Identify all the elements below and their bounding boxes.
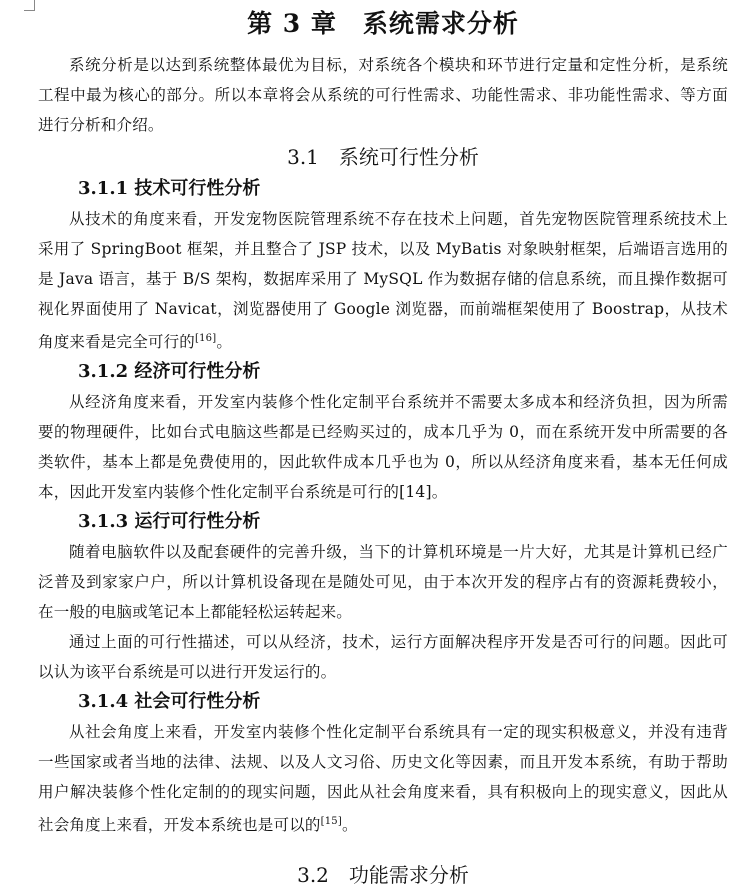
chapter-title: 第 3 章 系统需求分析 [247, 9, 519, 38]
subsection-title-ops: 3.1.3 运行可行性分析 [78, 511, 261, 533]
section-title-3-1: 3.1 系统可行性分析 [287, 145, 479, 169]
econ-paragraph: 从经济角度来看，开发室内装修个性化定制平台系统并不需要太多成本和经济负担，因为所需要的物理硬件，比如台式电脑这些都是已经购买过的，成本几乎为 0，而在系统开发中所需要的各类软件，基本上都是免费使用的，因此软件成本几乎也为 0，所以从经济角度来看，基本无任何成本，因此开发室内装修个性化定制平台系统是可行的[14]。 [38, 393, 728, 502]
tech-paragraph [38, 204, 728, 357]
social-citation: [15] [320, 816, 342, 828]
tech-citation: [16] [195, 333, 217, 344]
tech-paragraph-end: 。 [216, 333, 233, 352]
subsection-title-social: 3.1.4 社会可行性分析 [78, 691, 261, 713]
page-corner-mark [24, 0, 35, 11]
chapter-intro-paragraph: 系统分析是以达到系统整体最优为目标，对系统各个模块和环节进行定量和定性分析，是系统工程中最为核心的部分。所以本章将会从系统的可行性需求、功能性需求、非功能性需求、等方面进行分析和介绍。 [38, 56, 728, 134]
section-title-3-2: 3.2 功能需求分析 [297, 863, 469, 887]
subsection-title-tech: 3.1.1 技术可行性分析 [78, 178, 261, 199]
document-page [38, 0, 728, 887]
ops-paragraph-1: 随着电脑软件以及配套硬件的完善升级，当下的计算机环境是一片大好，尤其是计算机已经广泛普及到家家户户，所以计算机设备现在是随处可见，由于本次开发的程序占有的资源耗费较小，在一般的电脑或笔记本上都能轻松运转起来。 [38, 543, 728, 622]
social-paragraph-text: 从社会角度上来看，开发室内装修个性化定制平台系统具有一定的现实积极意义，并没有违背一些国家或者当地的法律、法规、以及人文习俗、历史文化等因素，而且开发本系统，有助于帮助用户解决装修个性化定制的的现实问题，因此从社会角度来看，具有积极向上的现实意义，因此从社会角度上来看，开发本系统也是可以的 [38, 723, 728, 835]
tech-paragraph-text: 从技术的角度来看，开发宠物医院管理系统不存在技术上问题，首先宠物医院管理系统技术上采用了 SpringBoot 框架，并且整合了 JSP 技术，以及 MyBatis 对象映射框架，后端语言选用的是 Java 语言，基于 B/S 架构，数据库采用了 MySQL 作为数据存储的信息系统，而且操作数据可视化界面使用了 Navicat，浏览器使用了 Google 浏览器，而前端框架使用了 Boostrap，从技术角度来看是完全可行的 [38, 210, 728, 352]
social-paragraph-end: 。 [341, 816, 358, 835]
ops-paragraph-2: 通过上面的可行性描述，可以从经济，技术，运行方面解决程序开发是否可行的问题。因此可以认为该平台系统是可以进行开发运行的。 [38, 633, 728, 682]
subsection-title-econ: 3.1.2 经济可行性分析 [78, 361, 261, 383]
social-paragraph [38, 717, 728, 840]
